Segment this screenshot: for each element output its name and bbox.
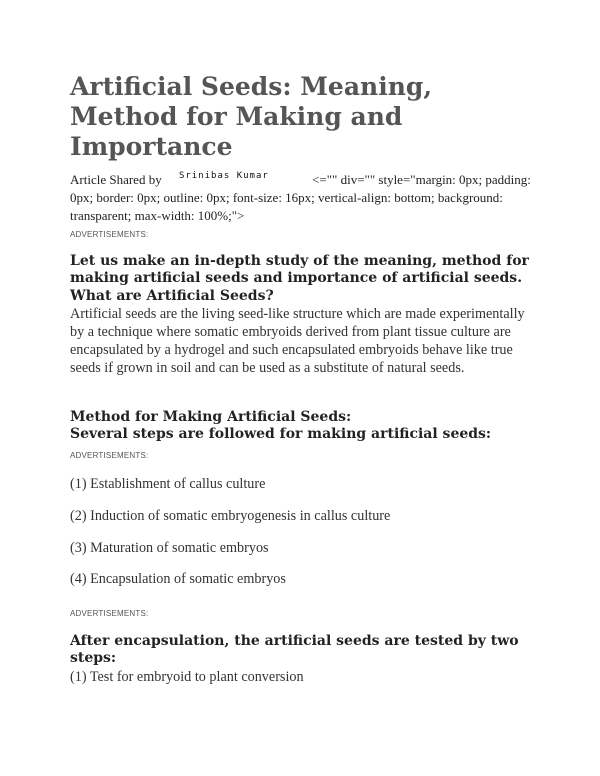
section-heading-testing: After encapsulation, the artificial seeds are tested by two steps: — [70, 633, 519, 666]
shared-by-label: Article Shared by — [70, 172, 162, 187]
byline — [70, 167, 540, 225]
list-item: (1) Establishment of callus culture — [70, 476, 266, 492]
advertisement-label: ADVERTISEMENTS: — [70, 609, 149, 618]
list-item: (4) Encapsulation of somatic embryos — [70, 571, 286, 587]
advertisement-label: ADVERTISEMENTS: — [70, 451, 149, 460]
section-heading-method: Method for Making Artificial Seeds: — [70, 409, 352, 425]
advertisement-label: ADVERTISEMENTS: — [70, 230, 149, 239]
page-title: Artificial Seeds: Meaning, Method for Making and Importance — [70, 72, 433, 161]
list-item: (2) Induction of somatic embryogenesis in callus culture — [70, 508, 391, 524]
intro-text: Let us make an in-depth study of the meaning, method for making artificial seeds and importance of artificial seeds. — [70, 253, 529, 286]
stray-markup-text: <="" div="" style="margin: 0px; padding: 0px; border: 0px; outline: 0px; font-size: 16px; vertical-align: bottom; background: transparent; max-width: 100%;"> — [70, 172, 531, 223]
section-subheading-steps: Several steps are followed for making artificial seeds: — [70, 426, 492, 442]
section-body-what-are: Artificial seeds are the living seed-like structure which are made experimentally by a technique where somatic embryoids derived from plant tissue culture are encapsulated by a hydrogel and such encapsulated embryoids behave like true seeds if grown in soil and can be used as a substitute of natural seeds. — [70, 306, 525, 376]
list-item: (1) Test for embryoid to plant conversion — [70, 669, 304, 685]
author-signature: Srinibas Kumar — [178, 171, 269, 181]
section-heading-what-are: What are Artificial Seeds? — [70, 288, 274, 304]
list-item: (3) Maturation of somatic embryos — [70, 540, 269, 556]
